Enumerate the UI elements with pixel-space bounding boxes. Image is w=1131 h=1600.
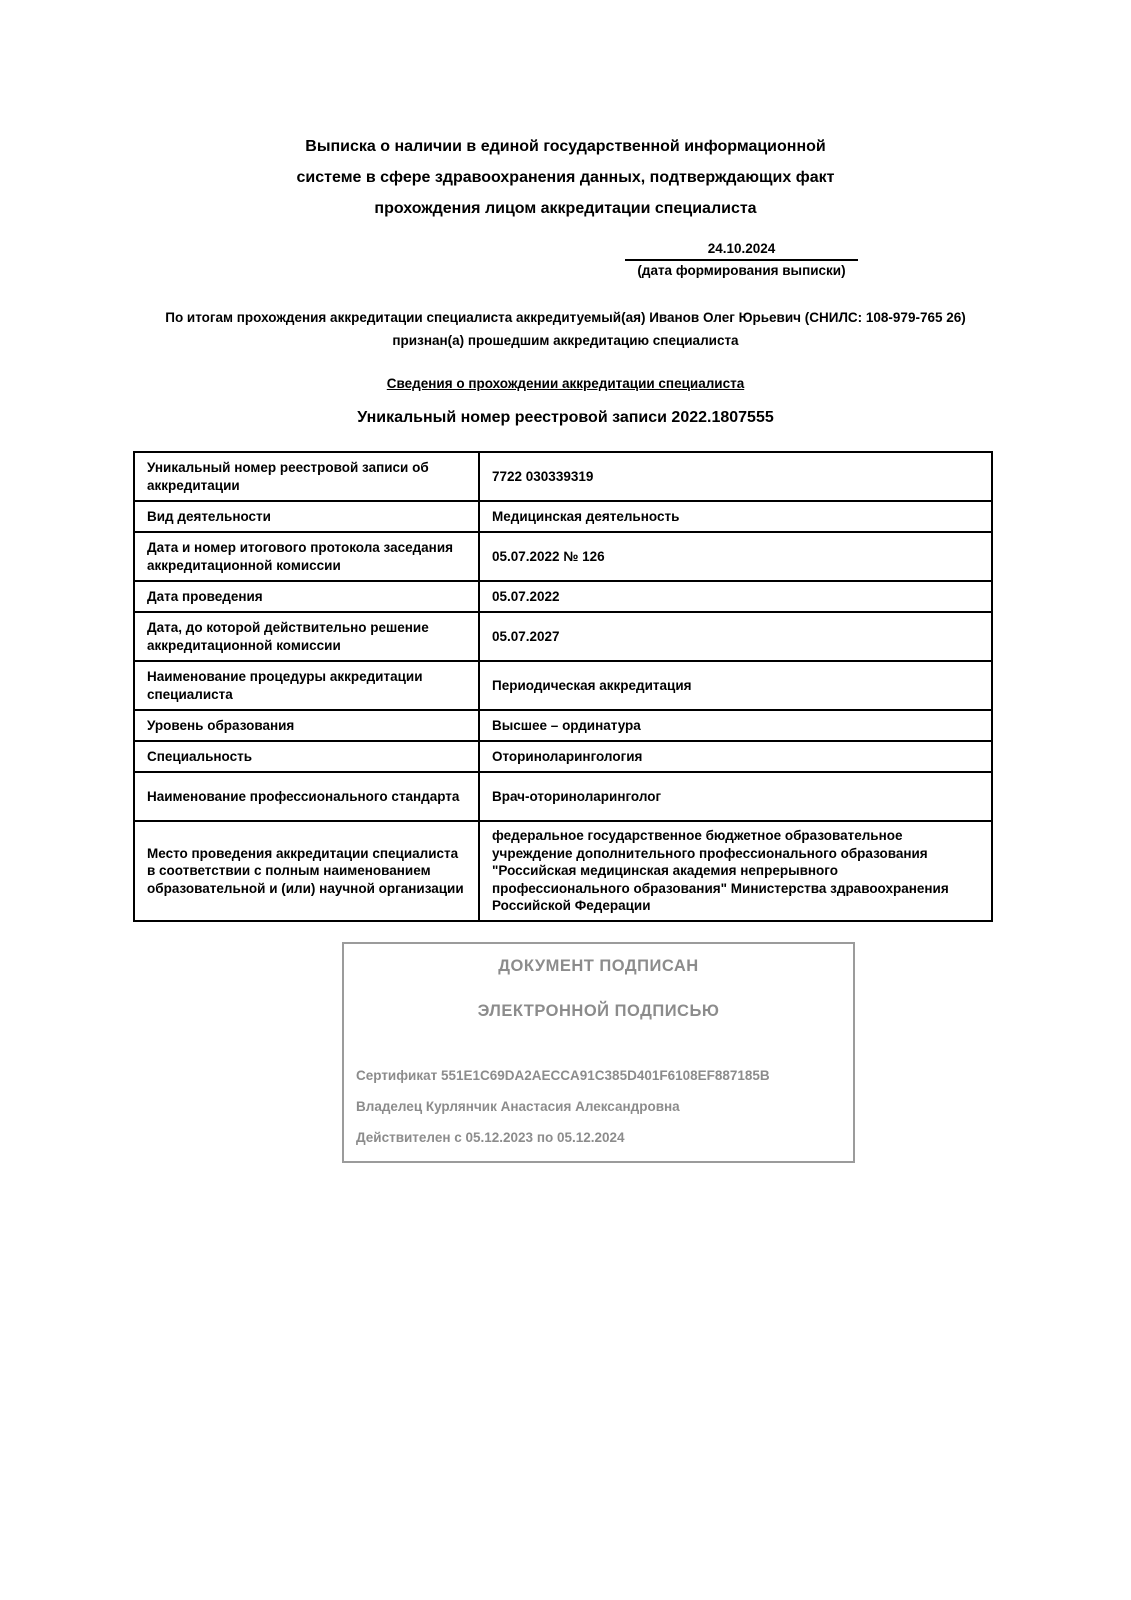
signature-owner: Владелец Курлянчик Анастасия Александровна (356, 1099, 680, 1114)
table-row (134, 821, 992, 921)
table-row (134, 661, 992, 710)
table-row (134, 612, 992, 661)
row-label: Наименование процедуры аккредитации специалиста (134, 661, 479, 710)
document-title-line: прохождения лицом аккредитации специалиста (374, 200, 757, 217)
table-row (134, 501, 992, 532)
row-value: 7722 030339319 (479, 452, 992, 501)
table-row (134, 532, 992, 581)
row-value: Оториноларингология (479, 741, 992, 772)
row-label: Дата и номер итогового протокола заседания аккредитационной комиссии (134, 532, 479, 581)
formation-date-caption: (дата формирования выписки) (637, 263, 846, 278)
result-paragraph-line: признан(а) прошедшим аккредитацию специалиста (392, 333, 739, 348)
row-value: Врач-оториноларинголог (479, 772, 992, 821)
row-value: Периодическая аккредитация (479, 661, 992, 710)
accreditation-result-paragraph (0, 306, 1131, 352)
row-value: Высшее – ординатура (479, 710, 992, 741)
row-label: Уникальный номер реестровой записи об аккредитации (134, 452, 479, 501)
signature-certificate: Сертификат 551E1C69DA2AECCA91C385D401F6108EF887185B (356, 1068, 770, 1083)
row-label: Место проведения аккредитации специалиста в соответствии с полным наименованием образовательной и (или) научной организации (134, 821, 479, 921)
signature-heading-line1: ДОКУМЕНТ ПОДПИСАН (498, 957, 699, 975)
row-label: Уровень образования (134, 710, 479, 741)
row-label: Дата проведения (134, 581, 479, 612)
table-row (134, 772, 992, 821)
row-value: 05.07.2022 № 126 (479, 532, 992, 581)
document-title-line: системе в сфере здравоохранения данных, подтверждающих факт (296, 169, 835, 186)
row-value: федеральное государственное бюджетное образовательное учреждение дополнительного профессионального образования "Российская медицинская академия непрерывного профессионального образования" Министерства здравоохранения Российской Федерации (479, 821, 992, 921)
table-row (134, 452, 992, 501)
registry-record-heading: Уникальный номер реестровой записи 2022.1807555 (357, 409, 774, 426)
section-heading: Сведения о прохождении аккредитации специалиста (386, 376, 745, 391)
row-label: Дата, до которой действительно решение аккредитационной комиссии (134, 612, 479, 661)
result-paragraph-line: По итогам прохождения аккредитации специалиста аккредитуемый(ая) Иванов Олег Юрьевич (СНИЛС: 108-979-765 26) (165, 310, 966, 325)
accreditation-table-body (134, 452, 992, 921)
document-title (0, 131, 1131, 224)
table-row (134, 581, 992, 612)
table-row (134, 741, 992, 772)
row-label: Вид деятельности (134, 501, 479, 532)
signature-heading-line2: ЭЛЕКТРОННОЙ ПОДПИСЬЮ (477, 1002, 720, 1020)
row-value: Медицинская деятельность (479, 501, 992, 532)
row-label: Наименование профессионального стандарта (134, 772, 479, 821)
document-title-line: Выписка о наличии в единой государственной информационной (305, 138, 826, 155)
signature-validity: Действителен с 05.12.2023 по 05.12.2024 (356, 1130, 625, 1145)
accreditation-details-table (133, 451, 993, 922)
row-value: 05.07.2022 (479, 581, 992, 612)
row-value: 05.07.2027 (479, 612, 992, 661)
formation-date-value: 24.10.2024 (625, 241, 858, 261)
row-label: Специальность (134, 741, 479, 772)
formation-date-block (625, 241, 858, 278)
electronic-signature-stamp (342, 942, 855, 1163)
table-row (134, 710, 992, 741)
